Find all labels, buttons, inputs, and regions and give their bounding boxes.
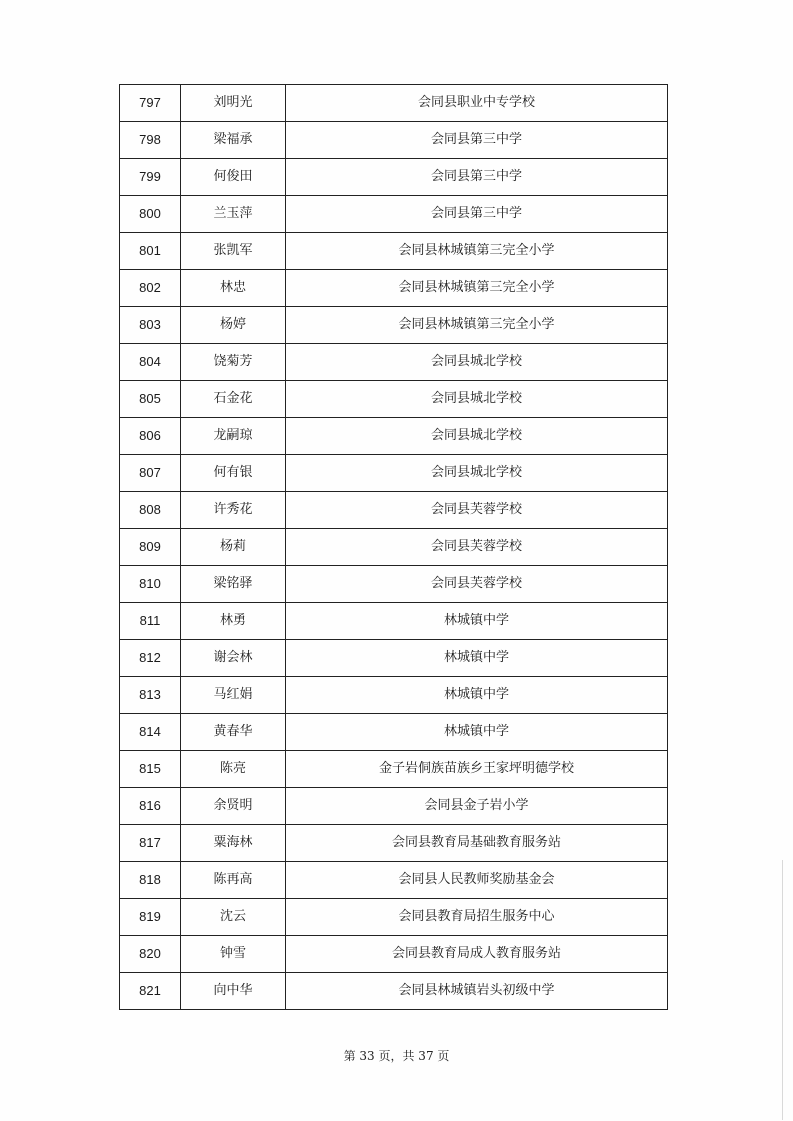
work-unit: 会同县芙蓉学校 bbox=[286, 492, 668, 529]
row-number: 797 bbox=[120, 85, 181, 122]
table-row bbox=[120, 122, 668, 159]
person-name: 梁福承 bbox=[181, 122, 286, 159]
person-name: 杨婷 bbox=[181, 307, 286, 344]
person-name: 谢会林 bbox=[181, 640, 286, 677]
table-row bbox=[120, 344, 668, 381]
person-name: 马红娟 bbox=[181, 677, 286, 714]
work-unit: 会同县第三中学 bbox=[286, 196, 668, 233]
row-number: 817 bbox=[120, 825, 181, 862]
row-number: 811 bbox=[120, 603, 181, 640]
row-number: 816 bbox=[120, 788, 181, 825]
row-number: 812 bbox=[120, 640, 181, 677]
row-number: 808 bbox=[120, 492, 181, 529]
table-row bbox=[120, 233, 668, 270]
work-unit: 会同县林城镇第三完全小学 bbox=[286, 233, 668, 270]
work-unit: 会同县教育局招生服务中心 bbox=[286, 899, 668, 936]
row-number: 799 bbox=[120, 159, 181, 196]
person-name: 陈再高 bbox=[181, 862, 286, 899]
person-name: 林勇 bbox=[181, 603, 286, 640]
work-unit: 会同县教育局成人教育服务站 bbox=[286, 936, 668, 973]
row-number: 802 bbox=[120, 270, 181, 307]
row-number: 805 bbox=[120, 381, 181, 418]
table-row bbox=[120, 418, 668, 455]
table-row bbox=[120, 862, 668, 899]
work-unit: 会同县芙蓉学校 bbox=[286, 529, 668, 566]
page-number-footer: 第 33 页，共 37 页 bbox=[343, 1049, 450, 1063]
person-name: 张凯军 bbox=[181, 233, 286, 270]
scan-edge-line bbox=[782, 860, 783, 1120]
work-unit: 会同县第三中学 bbox=[286, 122, 668, 159]
row-number: 820 bbox=[120, 936, 181, 973]
person-name: 余贤明 bbox=[181, 788, 286, 825]
person-name: 林忠 bbox=[181, 270, 286, 307]
work-unit: 金子岩侗族苗族乡王家坪明德学校 bbox=[286, 751, 668, 788]
person-name: 沈云 bbox=[181, 899, 286, 936]
person-name: 石金花 bbox=[181, 381, 286, 418]
work-unit: 会同县人民教师奖励基金会 bbox=[286, 862, 668, 899]
table-row bbox=[120, 381, 668, 418]
table-row bbox=[120, 640, 668, 677]
table-row bbox=[120, 270, 668, 307]
work-unit: 会同县教育局基础教育服务站 bbox=[286, 825, 668, 862]
work-unit: 会同县林城镇第三完全小学 bbox=[286, 307, 668, 344]
row-number: 813 bbox=[120, 677, 181, 714]
work-unit: 会同县林城镇第三完全小学 bbox=[286, 270, 668, 307]
work-unit: 会同县城北学校 bbox=[286, 344, 668, 381]
work-unit: 会同县城北学校 bbox=[286, 418, 668, 455]
person-name: 饶菊芳 bbox=[181, 344, 286, 381]
person-name: 许秀花 bbox=[181, 492, 286, 529]
person-name: 钟雪 bbox=[181, 936, 286, 973]
person-name: 陈亮 bbox=[181, 751, 286, 788]
row-number: 819 bbox=[120, 899, 181, 936]
table-row bbox=[120, 677, 668, 714]
table-row bbox=[120, 788, 668, 825]
person-name: 黄春华 bbox=[181, 714, 286, 751]
work-unit: 会同县芙蓉学校 bbox=[286, 566, 668, 603]
work-unit: 林城镇中学 bbox=[286, 603, 668, 640]
row-number: 818 bbox=[120, 862, 181, 899]
work-unit: 会同县第三中学 bbox=[286, 159, 668, 196]
table-row bbox=[120, 603, 668, 640]
table-row bbox=[120, 751, 668, 788]
roster-table bbox=[119, 84, 668, 1010]
table-row bbox=[120, 159, 668, 196]
row-number: 809 bbox=[120, 529, 181, 566]
table-row bbox=[120, 196, 668, 233]
table-row bbox=[120, 455, 668, 492]
person-name: 何有银 bbox=[181, 455, 286, 492]
table-row bbox=[120, 714, 668, 751]
table-row bbox=[120, 936, 668, 973]
person-name: 向中华 bbox=[181, 973, 286, 1010]
row-number: 801 bbox=[120, 233, 181, 270]
person-name: 刘明光 bbox=[181, 85, 286, 122]
table-row bbox=[120, 566, 668, 603]
work-unit: 林城镇中学 bbox=[286, 677, 668, 714]
table-row bbox=[120, 529, 668, 566]
work-unit: 会同县职业中专学校 bbox=[286, 85, 668, 122]
person-name: 梁铭驿 bbox=[181, 566, 286, 603]
person-name: 粟海林 bbox=[181, 825, 286, 862]
table-row bbox=[120, 899, 668, 936]
row-number: 803 bbox=[120, 307, 181, 344]
work-unit: 林城镇中学 bbox=[286, 640, 668, 677]
table-row bbox=[120, 973, 668, 1010]
table-row bbox=[120, 825, 668, 862]
row-number: 804 bbox=[120, 344, 181, 381]
row-number: 807 bbox=[120, 455, 181, 492]
work-unit: 会同县城北学校 bbox=[286, 381, 668, 418]
row-number: 806 bbox=[120, 418, 181, 455]
row-number: 815 bbox=[120, 751, 181, 788]
table-row bbox=[120, 307, 668, 344]
row-number: 814 bbox=[120, 714, 181, 751]
work-unit: 林城镇中学 bbox=[286, 714, 668, 751]
row-number: 800 bbox=[120, 196, 181, 233]
person-name: 何俊田 bbox=[181, 159, 286, 196]
person-name: 龙嗣琼 bbox=[181, 418, 286, 455]
row-number: 821 bbox=[120, 973, 181, 1010]
table-row bbox=[120, 85, 668, 122]
work-unit: 会同县金子岩小学 bbox=[286, 788, 668, 825]
table-row bbox=[120, 492, 668, 529]
row-number: 810 bbox=[120, 566, 181, 603]
person-name: 兰玉萍 bbox=[181, 196, 286, 233]
person-name: 杨莉 bbox=[181, 529, 286, 566]
roster-table-body bbox=[120, 85, 668, 1010]
row-number: 798 bbox=[120, 122, 181, 159]
work-unit: 会同县城北学校 bbox=[286, 455, 668, 492]
work-unit: 会同县林城镇岩头初级中学 bbox=[286, 973, 668, 1010]
